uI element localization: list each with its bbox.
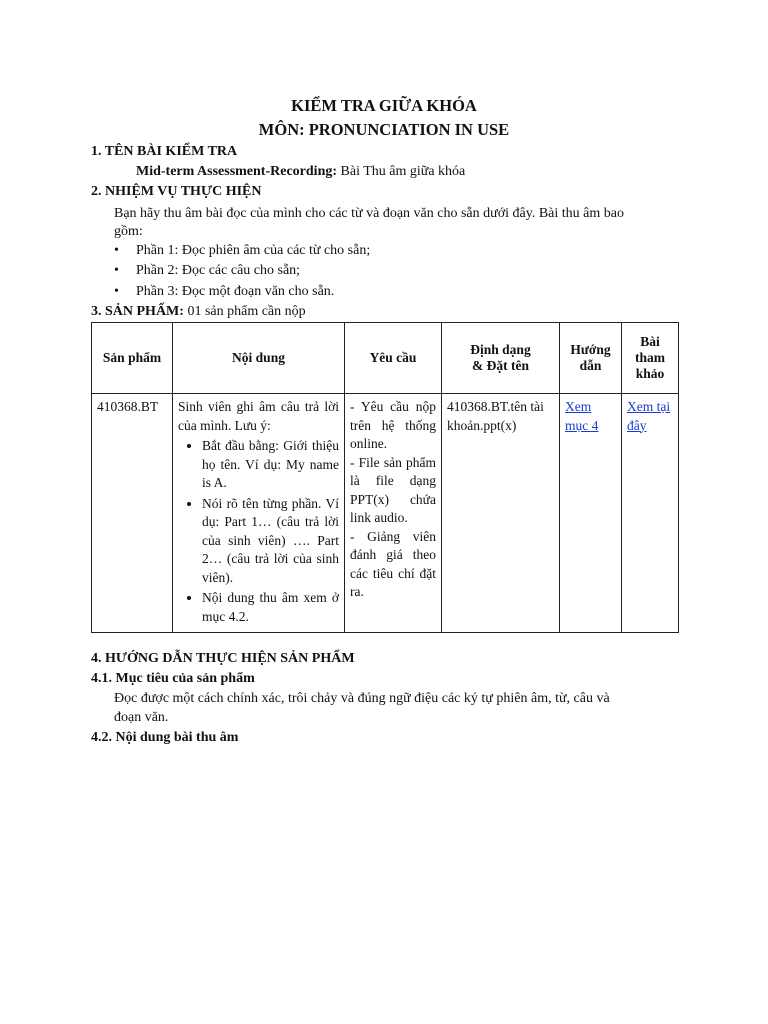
- header-requirement: Yêu cầu: [345, 323, 442, 394]
- content-list: [178, 437, 339, 626]
- header-guide-line2: dẫn: [579, 358, 602, 373]
- bullet-icon: •: [114, 284, 119, 299]
- header-product: Sản phẩm: [92, 323, 173, 394]
- cell-content: [173, 394, 345, 633]
- task-intro-line1: Bạn hãy thu âm bài đọc của mình cho các từ và đoạn văn cho sẵn dưới đây. Bài thu âm bao: [114, 206, 624, 221]
- section4-heading: 4. HƯỚNG DẪN THỰC HIỆN SẢN PHẨM: [91, 651, 355, 666]
- header-format-line2: & Đặt tên: [472, 358, 529, 373]
- assessment-name-rest: Bài Thu âm giữa khóa: [337, 164, 466, 179]
- header-ref-line2: tham: [635, 350, 665, 365]
- header-format: [442, 323, 560, 394]
- requirement-item: - Giảng viên đánh giá theo các tiêu chí đặt ra.: [350, 528, 436, 599]
- task-bullet: [114, 263, 300, 279]
- section2-heading: 2. NHIỆM VỤ THỰC HIỆN: [91, 184, 262, 199]
- table-header-row: [92, 323, 679, 394]
- requirement-item: - Yêu cầu nộp trên hệ thống online.: [350, 399, 436, 451]
- task-bullet-text: Phần 1: Đọc phiên âm của các từ cho sẵn;: [136, 243, 371, 258]
- header-content: Nội dung: [173, 323, 345, 394]
- cell-product-code: 410368.BT: [92, 394, 173, 633]
- cell-reference: [622, 394, 679, 633]
- doc-title-line2: MÔN: PRONUNCIATION IN USE: [258, 120, 510, 139]
- cell-requirements: [345, 394, 442, 633]
- header-reference: [622, 323, 679, 394]
- cell-format: 410368.BT.tên tài khoản.ppt(x): [442, 394, 560, 633]
- guide-link[interactable]: Xem mục 4: [565, 399, 599, 433]
- content-intro: Sinh viên ghi âm câu trả lời của mình. Lưu ý:: [178, 399, 339, 433]
- task-bullet-text: Phần 3: Đọc một đoạn văn cho sẵn.: [136, 284, 335, 299]
- task-bullet: [114, 284, 334, 300]
- header-ref-line1: Bài: [640, 334, 660, 349]
- reference-link[interactable]: Xem tại đây: [627, 399, 671, 433]
- cell-guide: [560, 394, 622, 633]
- section4-2-heading: 4.2. Nội dung bài thu âm: [91, 730, 239, 745]
- section3-heading-rest: 01 sản phẩm cần nộp: [183, 304, 306, 319]
- bullet-icon: •: [114, 263, 119, 278]
- task-bullet-text: Phần 2: Đọc các câu cho sẵn;: [136, 263, 301, 278]
- header-guide-line1: Hướng: [570, 342, 611, 357]
- requirement-item: - File sản phẩm là file dạng PPT(x) chứa link audio.: [350, 454, 436, 525]
- section4-1-heading: 4.1. Mục tiêu của sản phẩm: [91, 671, 255, 686]
- content-list-item: • Nói rõ tên từng phần. Ví dụ: Part 1… (câu trả lời của sinh viên) …. Part 2… (câu trả lời của sinh viên).: [202, 495, 339, 588]
- header-format-line1: Định dạng: [470, 342, 531, 357]
- objective-line1: Đọc được một cách chính xác, trôi chảy và đúng ngữ điệu các ký tự phiên âm, từ, câu và: [114, 691, 610, 706]
- content-list-item: • Nội dung thu âm xem ở mục 4.2.: [202, 589, 339, 626]
- header-ref-line3: khảo: [635, 366, 665, 381]
- bullet-icon: •: [114, 243, 119, 258]
- task-intro-line2: gồm:: [114, 224, 143, 239]
- section3-heading: [91, 304, 306, 320]
- assessment-name-bold: Mid-term Assessment-Recording:: [136, 164, 338, 179]
- content-list-item: • Bắt đầu bằng: Giới thiệu họ tên. Ví dụ: My name is A.: [202, 437, 339, 493]
- assessment-name: [136, 164, 465, 180]
- objective-line2: đoạn văn.: [114, 710, 169, 725]
- section3-heading-bold: 3. SẢN PHẨM:: [91, 304, 184, 319]
- header-guide: [560, 323, 622, 394]
- product-table: [91, 322, 679, 633]
- table-row: [92, 394, 679, 633]
- section1-heading: 1. TÊN BÀI KIỂM TRA: [91, 144, 238, 159]
- doc-title-line1: KIỂM TRA GIỮA KHÓA: [291, 96, 477, 115]
- task-bullet: [114, 243, 370, 259]
